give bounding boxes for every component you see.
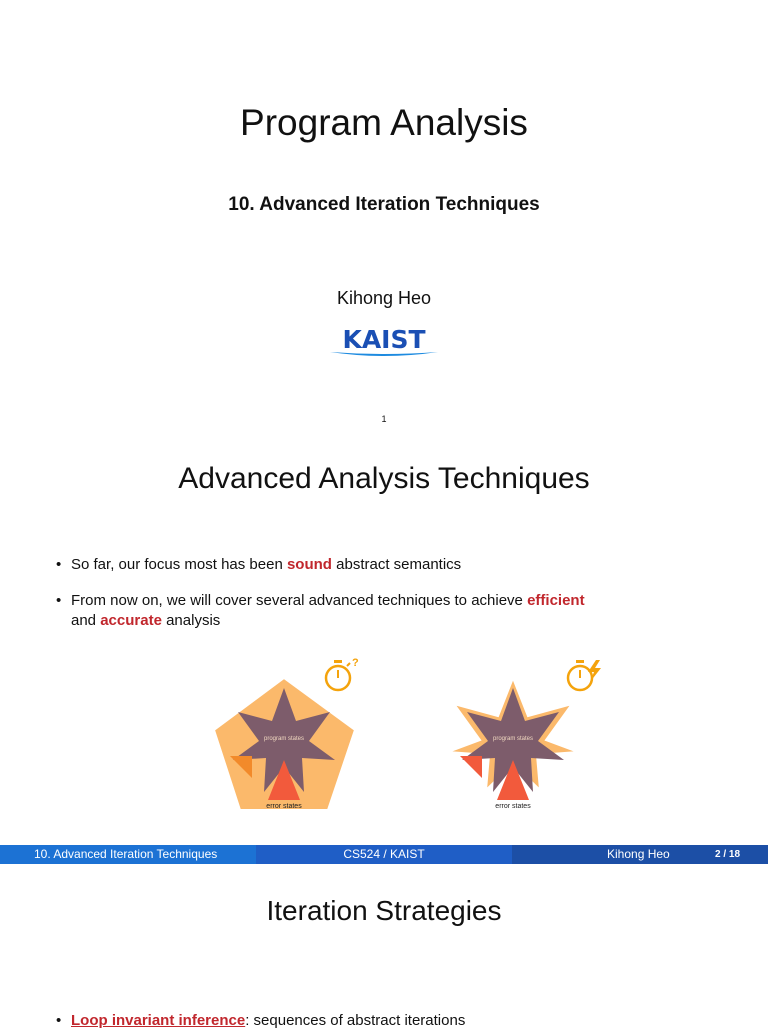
error-states-label: error states: [266, 803, 302, 810]
emphasis-sound: sound: [286, 556, 332, 573]
kaist-logo-text: KAIST: [342, 325, 426, 354]
program-states-label: program states: [263, 736, 305, 742]
bullet-item-2: • From now on, we will cover several advanced techniques to achieve efficient and accurate analysis: [56, 592, 585, 629]
slide1-subtitle: 10. Advanced Iteration Techniques: [228, 194, 540, 215]
slide3-bullet-1: • Loop invariant inference: sequences of abstract iterations: [56, 1012, 466, 1029]
footer-course: CS524 / KAIST: [256, 845, 512, 864]
right-diagram: [448, 660, 601, 810]
bullet-dot: •: [56, 592, 62, 609]
footer-right: [512, 845, 768, 864]
program-states-label-right: program states: [492, 736, 534, 742]
footer-author: Kihong Heo: [607, 847, 670, 861]
stopwatch-lightning-icon: [568, 660, 601, 690]
stopwatch-question-icon: [326, 657, 359, 690]
footer-lecture-title: 10. Advanced Iteration Techniques: [0, 845, 256, 864]
slide1-author: Kihong Heo: [336, 288, 432, 308]
emphasis-efficient: efficient: [527, 592, 585, 609]
left-diagram: [214, 657, 359, 810]
kaist-logo: [328, 322, 440, 362]
question-mark: ?: [352, 657, 359, 669]
bullet-dot: •: [56, 1012, 62, 1029]
slide1-page-number: 1: [381, 414, 387, 424]
bullet-item-1: • So far, our focus most has been sound abstract semantics: [56, 556, 462, 573]
slide3-title: Iteration Strategies: [266, 895, 502, 926]
abstraction-diagram: [0, 652, 768, 817]
right-error-corner: [460, 756, 482, 778]
emphasis-accurate: accurate: [100, 612, 162, 629]
lightning-bolt: [588, 660, 601, 682]
bullet-dot: •: [56, 556, 62, 573]
slide2-title: Advanced Analysis Techniques: [178, 462, 590, 495]
footer-page: 2 / 18: [715, 849, 741, 860]
error-states-label-right: error states: [495, 803, 531, 810]
emphasis-loop-invariant: Loop invariant inference: [71, 1012, 246, 1029]
slide1-title: Program Analysis: [240, 102, 528, 143]
slide-footer: [0, 845, 768, 864]
